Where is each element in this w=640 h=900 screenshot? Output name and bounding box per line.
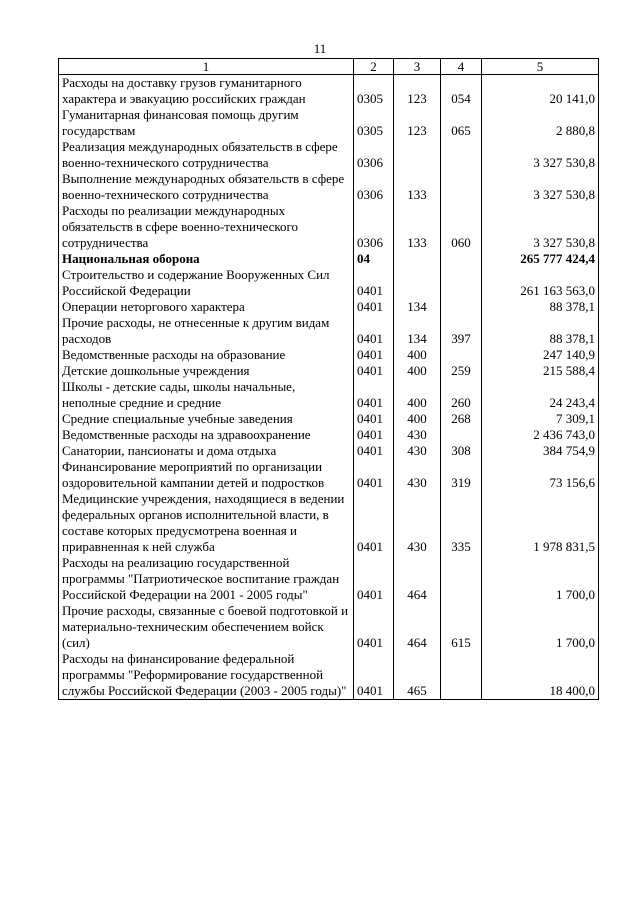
row-name: Операции неторгового характера xyxy=(59,299,354,315)
row-expense-type: 319 xyxy=(441,459,482,491)
row-expense-type: 615 xyxy=(441,603,482,651)
row-section-code: 0306 xyxy=(354,171,394,203)
row-amount: 1 700,0 xyxy=(482,555,599,603)
row-amount: 3 327 530,8 xyxy=(482,171,599,203)
row-expense-type xyxy=(441,171,482,203)
table-row xyxy=(59,315,599,347)
row-expense-type: 054 xyxy=(441,75,482,108)
row-amount: 261 163 563,0 xyxy=(482,267,599,299)
row-name: Расходы на доставку грузов гуманитарного характера и эвакуацию российских граждан xyxy=(59,75,354,108)
row-amount: 18 400,0 xyxy=(482,651,599,700)
row-amount: 88 378,1 xyxy=(482,315,599,347)
table-row xyxy=(59,267,599,299)
row-expense-type xyxy=(441,347,482,363)
row-name: Гуманитарная финансовая помощь другим государствам xyxy=(59,107,354,139)
row-name: Строительство и содержание Вооруженных Сил Российской Федерации xyxy=(59,267,354,299)
table-row xyxy=(59,379,599,411)
table-row xyxy=(59,491,599,555)
row-amount: 215 588,4 xyxy=(482,363,599,379)
table-row xyxy=(59,139,599,171)
row-expense-type: 397 xyxy=(441,315,482,347)
row-amount: 384 754,9 xyxy=(482,443,599,459)
table-row xyxy=(59,107,599,139)
row-name: Медицинские учреждения, находящиеся в ведении федеральных органов исполнительной власти, в составе которых предусмотрена военная и приравненная к ней служба xyxy=(59,491,354,555)
row-expense-type: 268 xyxy=(441,411,482,427)
row-section-code: 0401 xyxy=(354,363,394,379)
table-row xyxy=(59,555,599,603)
table-row xyxy=(59,363,599,379)
column-header: 4 xyxy=(441,59,482,75)
table-row xyxy=(59,203,599,251)
row-name: Национальная оборона xyxy=(59,251,354,267)
row-target-code: 123 xyxy=(394,75,441,108)
row-amount: 3 327 530,8 xyxy=(482,203,599,251)
column-header: 5 xyxy=(482,59,599,75)
row-amount: 2 880,8 xyxy=(482,107,599,139)
row-target-code: 430 xyxy=(394,491,441,555)
row-expense-type: 060 xyxy=(441,203,482,251)
row-expense-type: 260 xyxy=(441,379,482,411)
row-amount: 265 777 424,4 xyxy=(482,251,599,267)
row-name: Расходы по реализации международных обязательств в сфере военно-технического сотрудничества xyxy=(59,203,354,251)
table-row xyxy=(59,75,599,108)
budget-table xyxy=(58,58,599,700)
row-section-code: 0401 xyxy=(354,651,394,700)
row-name: Ведомственные расходы на образование xyxy=(59,347,354,363)
row-name: Школы - детские сады, школы начальные, неполные средние и средние xyxy=(59,379,354,411)
row-amount: 1 700,0 xyxy=(482,603,599,651)
table-row xyxy=(59,427,599,443)
row-expense-type: 308 xyxy=(441,443,482,459)
row-amount: 20 141,0 xyxy=(482,75,599,108)
row-target-code: 465 xyxy=(394,651,441,700)
row-target-code xyxy=(394,267,441,299)
table-row xyxy=(59,251,599,267)
row-section-code: 0305 xyxy=(354,107,394,139)
row-section-code: 0401 xyxy=(354,603,394,651)
column-header: 3 xyxy=(394,59,441,75)
row-name: Расходы на финансирование федеральной программы "Реформирование государственной службы Российской Федерации (2003 - 2005 годы)" xyxy=(59,651,354,700)
row-target-code: 133 xyxy=(394,171,441,203)
row-amount: 73 156,6 xyxy=(482,459,599,491)
row-section-code: 0401 xyxy=(354,555,394,603)
row-expense-type: 259 xyxy=(441,363,482,379)
row-expense-type xyxy=(441,427,482,443)
row-section-code: 0306 xyxy=(354,203,394,251)
row-target-code: 400 xyxy=(394,379,441,411)
column-header-row xyxy=(59,59,599,75)
row-amount: 247 140,9 xyxy=(482,347,599,363)
row-section-code: 0401 xyxy=(354,347,394,363)
row-target-code: 400 xyxy=(394,411,441,427)
row-section-code: 0401 xyxy=(354,299,394,315)
row-expense-type xyxy=(441,267,482,299)
row-section-code: 0401 xyxy=(354,379,394,411)
table-row xyxy=(59,171,599,203)
table-row xyxy=(59,347,599,363)
row-section-code: 04 xyxy=(354,251,394,267)
column-header: 2 xyxy=(354,59,394,75)
row-target-code: 400 xyxy=(394,347,441,363)
row-section-code: 0401 xyxy=(354,459,394,491)
row-section-code: 0305 xyxy=(354,75,394,108)
row-name: Выполнение международных обязательств в сфере военно-технического сотрудничества xyxy=(59,171,354,203)
row-target-code: 133 xyxy=(394,203,441,251)
row-target-code: 464 xyxy=(394,555,441,603)
row-name: Прочие расходы, связанные с боевой подготовкой и материально-техническим обеспечением войск (сил) xyxy=(59,603,354,651)
row-amount: 1 978 831,5 xyxy=(482,491,599,555)
row-section-code: 0401 xyxy=(354,491,394,555)
row-expense-type: 065 xyxy=(441,107,482,139)
row-target-code: 400 xyxy=(394,363,441,379)
row-name: Расходы на реализацию государственной программы "Патриотическое воспитание граждан Российской Федерации на 2001 - 2005 годы" xyxy=(59,555,354,603)
row-expense-type xyxy=(441,299,482,315)
row-name: Реализация международных обязательств в сфере военно-технического сотрудничества xyxy=(59,139,354,171)
row-expense-type xyxy=(441,251,482,267)
row-section-code: 0401 xyxy=(354,427,394,443)
row-name: Ведомственные расходы на здравоохранение xyxy=(59,427,354,443)
row-amount: 7 309,1 xyxy=(482,411,599,427)
row-target-code: 134 xyxy=(394,299,441,315)
row-section-code: 0401 xyxy=(354,443,394,459)
row-target-code: 430 xyxy=(394,459,441,491)
row-name: Санатории, пансионаты и дома отдыха xyxy=(59,443,354,459)
row-section-code: 0401 xyxy=(354,411,394,427)
table-row xyxy=(59,459,599,491)
table-row xyxy=(59,443,599,459)
table-row xyxy=(59,603,599,651)
row-target-code: 123 xyxy=(394,107,441,139)
column-header: 1 xyxy=(59,59,354,75)
row-amount: 3 327 530,8 xyxy=(482,139,599,171)
row-expense-type xyxy=(441,139,482,171)
row-amount: 24 243,4 xyxy=(482,379,599,411)
row-target-code xyxy=(394,251,441,267)
row-name: Средние специальные учебные заведения xyxy=(59,411,354,427)
row-expense-type: 335 xyxy=(441,491,482,555)
row-name: Прочие расходы, не отнесенные к другим видам расходов xyxy=(59,315,354,347)
row-expense-type xyxy=(441,651,482,700)
table-row xyxy=(59,411,599,427)
row-section-code: 0401 xyxy=(354,267,394,299)
row-amount: 88 378,1 xyxy=(482,299,599,315)
row-amount: 2 436 743,0 xyxy=(482,427,599,443)
row-target-code: 430 xyxy=(394,443,441,459)
table-row xyxy=(59,651,599,700)
row-section-code: 0306 xyxy=(354,139,394,171)
row-name: Финансирование мероприятий по организации оздоровительной кампании детей и подростков xyxy=(59,459,354,491)
page-number: 11 xyxy=(313,41,327,56)
row-target-code: 464 xyxy=(394,603,441,651)
row-target-code: 430 xyxy=(394,427,441,443)
row-name: Детские дошкольные учреждения xyxy=(59,363,354,379)
row-section-code: 0401 xyxy=(354,315,394,347)
table-row xyxy=(59,299,599,315)
row-expense-type xyxy=(441,555,482,603)
row-target-code xyxy=(394,139,441,171)
table-body xyxy=(59,75,599,700)
row-target-code: 134 xyxy=(394,315,441,347)
